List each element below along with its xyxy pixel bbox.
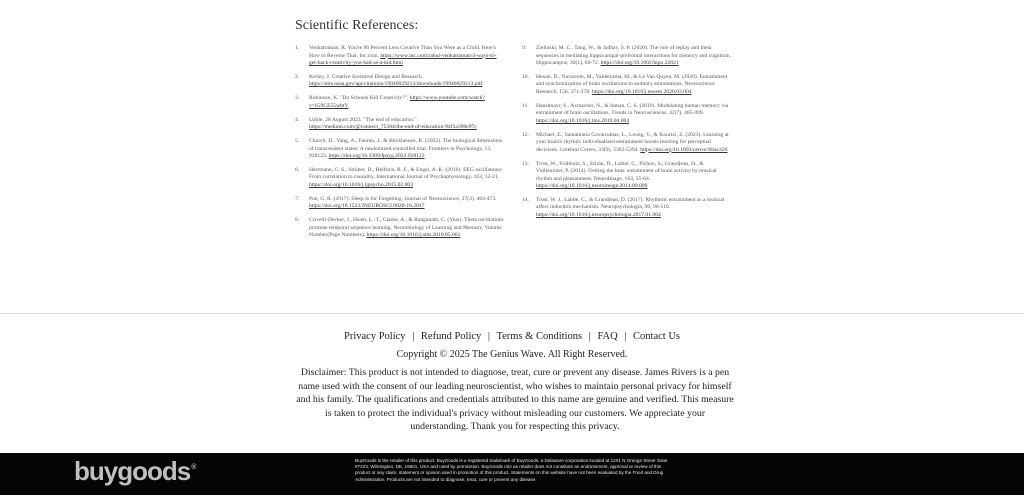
reference-body: [536, 161, 732, 191]
reference-body: [536, 132, 732, 155]
reference-text: Trost, W. J., Labbé, C., & Grandjean, D. (2017). Rhythmic entrainment as a musical affect induction mechanism. Neuropsychologia, 96, 96-110.: [536, 196, 725, 211]
reference-link[interactable]: https://doi.org/10.1016/j.tins.2019.04.004: [536, 117, 630, 124]
reference-number: 12.: [522, 131, 529, 138]
reference-link[interactable]: https://doi.org/10.1002/hipo.22821: [600, 60, 679, 66]
copyright-text: Copyright © 2025 The Genius Wave. All Right Reserved.: [396, 349, 628, 360]
reference-item: [295, 74, 505, 89]
reference-body: [536, 103, 732, 126]
reference-number: 10.: [522, 73, 529, 80]
reference-item: [522, 45, 732, 68]
reference-link[interactable]: https://www.youtube.com/watch?v=iG9CE55wbtY: [309, 95, 485, 109]
reference-number: 2.: [295, 73, 300, 80]
terms-conditions-link[interactable]: Terms & Conditions: [496, 331, 583, 342]
reference-item: [295, 217, 505, 240]
reference-body: [536, 197, 732, 220]
reference-link[interactable]: https://doi.org/10.1016/j.neuropsychologia.2017.01.004: [536, 211, 661, 218]
reference-number: 1.: [295, 45, 300, 51]
references-title: Scientific References:: [295, 18, 419, 33]
reference-body: [309, 196, 505, 211]
reference-item: [522, 197, 732, 220]
reference-body: [309, 74, 505, 89]
reference-body: [309, 45, 505, 68]
faq-link[interactable]: FAQ: [597, 331, 618, 342]
reference-item: [295, 196, 505, 211]
reference-number: 6.: [295, 166, 300, 173]
reference-text: Trost, W., Frühholz, S., Schön, D., Labbé, C., Pichon, S., Grandjean, D., & Vuilleumier, P. (2014). Getting the beat: entrainment of brain activity by musical rhythm and pleasantness. NeuroImage, 103, 55-64.: [536, 160, 717, 182]
reference-item: [522, 161, 732, 191]
reference-number: 4.: [295, 116, 300, 123]
reference-body: [309, 95, 505, 110]
reference-number: 11.: [522, 102, 529, 109]
reference-number: 7.: [295, 195, 300, 202]
reference-body: [309, 117, 505, 132]
reference-item: [522, 103, 732, 126]
reference-text: Kerley, J. Creative Inventive Design and Research.: [309, 73, 424, 80]
reference-text: Church, D., Yang, A., Fannin, J., & Blickheuser, K. (2022). The biological dimensions of transcendent states: A randomized controlled trial. Frontiers in Psychology, 13, 928123.: [309, 138, 503, 160]
separator: |: [588, 331, 591, 342]
reference-item: [295, 117, 505, 132]
reference-item: [522, 132, 732, 155]
separator: |: [412, 331, 415, 342]
separator: |: [487, 331, 491, 342]
references-right-column: [522, 45, 732, 226]
reference-text: Herrmann, C. S., Strüber, D., Helfrich, R. F., & Engel, A. K. (2016). EEG oscillations: From correlation to causality. International Journal of Psychophysiology, 103, 12-21.: [309, 166, 503, 181]
reference-text: Hanslmayr, S., Axmacher, N., & Inman, C. S. (2019). Modulating human memory via entrainment of brain oscillations. Trends in Neurosciences, 42(7), 485-499.: [536, 102, 729, 117]
reference-body: [536, 74, 732, 97]
reference-link[interactable]: https://www.inc.com/rahul-venkatraman/4-ways-to-get-back-creativity-you-had-as-a-kid.html: [309, 52, 497, 66]
separator: |: [624, 331, 627, 342]
reference-link[interactable]: https://doi.org/10.1016/j.neures.2020.03.004: [591, 88, 692, 95]
reference-body: [309, 167, 505, 190]
reference-item: [295, 45, 505, 68]
reference-body: [309, 217, 505, 240]
reference-text: Robinson, K. "Do Schools Kill Creativity?".: [309, 95, 409, 102]
reference-body: [536, 45, 732, 68]
reference-number: 14.: [522, 196, 529, 203]
reference-text: Zielinski, M. C., Tang, W., & Jadhav, S. P. (2020). The role of replay and theta sequences in mediating hippocampal-prefrontal interactions for memory and cognition. Hippocampus, 30(1), 60-72.: [536, 45, 732, 66]
reference-number: 5.: [295, 138, 300, 145]
reference-body: [309, 138, 505, 161]
reference-link[interactable]: https://doi.org/10.3389/fpsyg.2022.928123: [328, 153, 425, 160]
buygoods-footer: [0, 453, 1024, 495]
reference-item: [295, 95, 505, 110]
reference-text: Henao, D., Navarrete, M., Valderrama, M., & Le Van Quyen, M. (2020). Entrainment and synchronization of brain oscillations to auditory stimulations. Neuroscience Research, 156, 271-278.: [536, 73, 728, 95]
reference-link[interactable]: https://medium.com/@connect_75384/the-end-of-education-94f3a398e97c: [309, 124, 477, 131]
reference-item: [295, 138, 505, 161]
reference-link[interactable]: https://doi.org/10.1093/cercor/bhac426: [640, 146, 728, 153]
buygoods-notice: BuyGoods is the retailer of this product. BuyGoods is a registered trademark of BuyGoods, a Delaware corporation located at 1201 N Orange Street Suite #7223, Wilmington, DE, 19801, USA and used by permission. BuyGoods role as retailer does not constitute an endorsement, approval or review of this product or any claim, statement or opinion used in promotion of this product. Statements on this website have not been evaluated by the Food and Drug Administration. Products are not intended to diagnose, treat, cure or prevent any disease.: [355, 458, 668, 482]
references-left-column: [295, 45, 505, 246]
footer-divider: [0, 313, 1024, 314]
scientific-references: [295, 18, 735, 239]
reference-item: [522, 74, 732, 97]
reference-number: 13.: [522, 160, 529, 167]
reference-item: [295, 167, 505, 190]
reference-text: Poe, G. R. (2017). Sleep Is for Forgetting. Journal of Neuroscience, 37(3), 464-473.: [309, 195, 497, 202]
reference-link[interactable]: https://doi.org/10.1016/j.neuroimage.2014.09.009: [536, 183, 648, 190]
reference-link[interactable]: https://doi.org/10.1016/j.ijpsycho.2015.02.003: [309, 181, 414, 188]
footer-links: [0, 331, 1024, 342]
disclaimer-text: Disclaimer: This product is not intended to diagnose, treat, cure or prevent any disease. James Rivers is a pen name used with the consent of our leading neuroscientist, who wishes to maintain personal privacy for himself and his family. The qualifications and credentials attributed to this name are genuine and verified. This measure is taken to protect the individual's privacy without misleading our customers. We appreciate your understanding. Thank you for respecting this privacy.: [296, 367, 734, 432]
reference-text: Crivelli-Decker, J., Hsieh, L.-T., Clarke, A., & Ranganath, C. (Year). Theta oscillations promote temporal sequence learning. Neurobiology of Learning and Memory, Volume Number(Page Numbers).: [309, 217, 504, 239]
reference-text: Uable, 28 August 2023. "The end of education.": [309, 116, 417, 123]
reference-text: Venkatraman, R. You're 96 Percent Less Creative Than You Were as a Child. Here's How to Reverse That. Inc.com.: [309, 45, 496, 59]
reference-number: 8.: [295, 217, 300, 224]
buygoods-logo: [74, 456, 195, 487]
reference-link[interactable]: https://doi.org/10.1523/JNEUROSCI.0820-16.2017: [309, 203, 425, 210]
reference-number: 9.: [522, 45, 527, 51]
reference-number: 3.: [295, 95, 300, 102]
contact-us-link[interactable]: Contact Us: [633, 331, 680, 342]
reference-link[interactable]: https://ntrs.nasa.gov/api/citations/19940029213/downloads/19940029213.pdf: [309, 81, 483, 88]
registered-mark: ®: [191, 464, 196, 471]
refund-policy-link[interactable]: Refund Policy: [420, 331, 482, 342]
logo-text: buygoods: [74, 456, 191, 486]
reference-text: Michael, E., Santamaria Covarrubias, L., Leong, V., & Kourtzi, Z. (2023). Learning at your brain's rhythm: individualized entrainment boosts learning for perceptual decisions. Cerebral Cortex, 33(9), 5382-5394.: [536, 131, 729, 153]
reference-link[interactable]: https://doi.org/10.1016/j.nlm.2018.05.001: [366, 232, 461, 239]
privacy-policy-link[interactable]: Privacy Policy: [344, 331, 406, 342]
